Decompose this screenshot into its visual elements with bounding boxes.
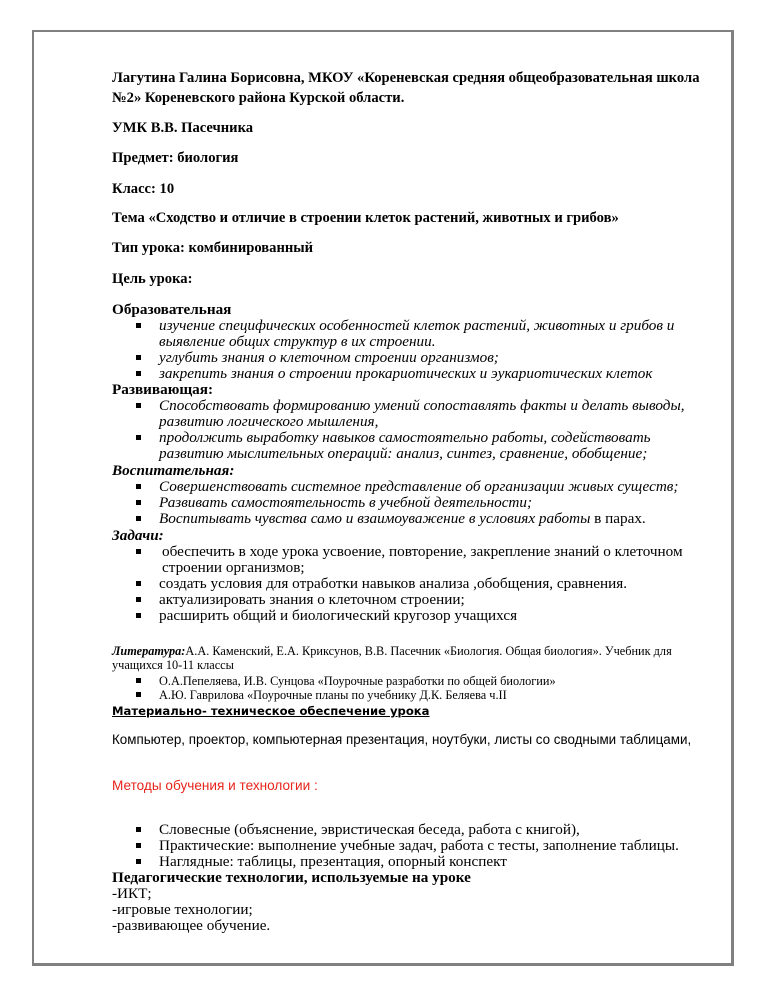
list-item: изучение специфических особенностей клеток растений, животных и грибов и выявление общих структур в их строении. xyxy=(112,318,692,350)
list-item: Развивать самостоятельность в учебной деятельности; xyxy=(112,495,722,511)
literature-list xyxy=(112,674,712,702)
list-item: О.А.Пепеляева, И.В. Сунцова «Поурочные разработки по общей биологии» xyxy=(112,674,712,688)
developing-heading: Развивающая: xyxy=(112,381,214,398)
topic-line: Тема «Сходство и отличие в строении клеток растений, животных и грибов» xyxy=(112,210,619,226)
educational-heading: Образовательная xyxy=(112,301,232,318)
equipment-heading: Материально- техническое обеспечение урока xyxy=(112,704,430,718)
literature-text: А.А. Каменский, Е.А. Криксунов, В.В. Пасечник «Биология. Общая биология». Учебник для учащихся 10-11 классы xyxy=(112,644,672,672)
list-item: А.Ю. Гаврилова «Поурочные планы по учебнику Д.К. Беляева ч.II xyxy=(112,688,712,702)
list-item: Способствовать формированию умений сопоставлять факты и делать выводы, развитию логического мышления, xyxy=(112,398,712,430)
list-item xyxy=(112,511,722,527)
list-item: Наглядные: таблицы, презентация, опорный конспект xyxy=(112,854,722,870)
list-item: продолжить выработку навыков самостоятельно работы, содействовать развитию мыслительных операций: анализ, синтез, сравнение, обобщение; xyxy=(112,430,712,462)
literature-label: Литература: xyxy=(112,644,186,658)
list-item: Словесные (объяснение, эвристическая беседа, работа с книгой), xyxy=(112,822,722,838)
equipment-text: Компьютер, проектор, компьютерная презентация, ноутбуки, листы со сводными таблицами, xyxy=(112,732,692,747)
tasks-heading: Задачи: xyxy=(112,527,164,544)
ped-tech-line: -игровые технологии; xyxy=(112,901,253,918)
ped-tech-heading: Педагогические технологии, используемые на уроке xyxy=(112,869,471,886)
tasks-list xyxy=(112,544,712,624)
document-page xyxy=(32,30,734,966)
grade-line: Класс: 10 xyxy=(112,181,175,197)
list-item: расширить общий и биологический кругозор учащихся xyxy=(112,608,712,624)
list-item: Совершенствовать системное представление об организации живых существ; xyxy=(112,479,722,495)
list-item: закрепить знания о строении прокариотических и эукариотических клеток xyxy=(112,366,692,382)
umk-line: УМК В.В. Пасечника xyxy=(112,120,254,136)
subject-line: Предмет: биология xyxy=(112,150,239,166)
goal-label: Цель урока: xyxy=(112,271,193,287)
literature-paragraph xyxy=(112,644,712,672)
upbringing-last-tail: в парах. xyxy=(590,510,646,527)
upbringing-list xyxy=(112,479,722,527)
lesson-type-line: Тип урока: комбинированный xyxy=(112,240,314,256)
developing-list xyxy=(112,398,712,462)
list-item: создать условия для отработки навыков анализа ,обобщения, сравнения. xyxy=(112,576,712,592)
methods-heading: Методы обучения и технологии : xyxy=(112,778,318,793)
list-item: обеспечить в ходе урока усвоение, повторение, закрепление знаний о клеточном строении организмов; xyxy=(112,544,712,576)
ped-tech-line: -развивающее обучение. xyxy=(112,917,271,934)
list-item: актуализировать знания о клеточном строении; xyxy=(112,592,712,608)
methods-list xyxy=(112,822,722,870)
upbringing-heading: Воспитательная: xyxy=(112,462,235,479)
upbringing-last-italic: Воспитывать чувства само и взаимоуважение в условиях работы xyxy=(159,510,591,527)
author-line: Лагутина Галина Борисовна, МКОУ «Кореневская средняя общеобразовательная школа №2» Кореневского района Курской области. xyxy=(112,70,700,106)
list-item: Практические: выполнение учебные задач, работа с тесты, заполнение таблицы. xyxy=(112,838,722,854)
list-item: углубить знания о клеточном строении организмов; xyxy=(112,350,692,366)
educational-list xyxy=(112,318,692,382)
ped-tech-line: -ИКТ; xyxy=(112,885,152,902)
